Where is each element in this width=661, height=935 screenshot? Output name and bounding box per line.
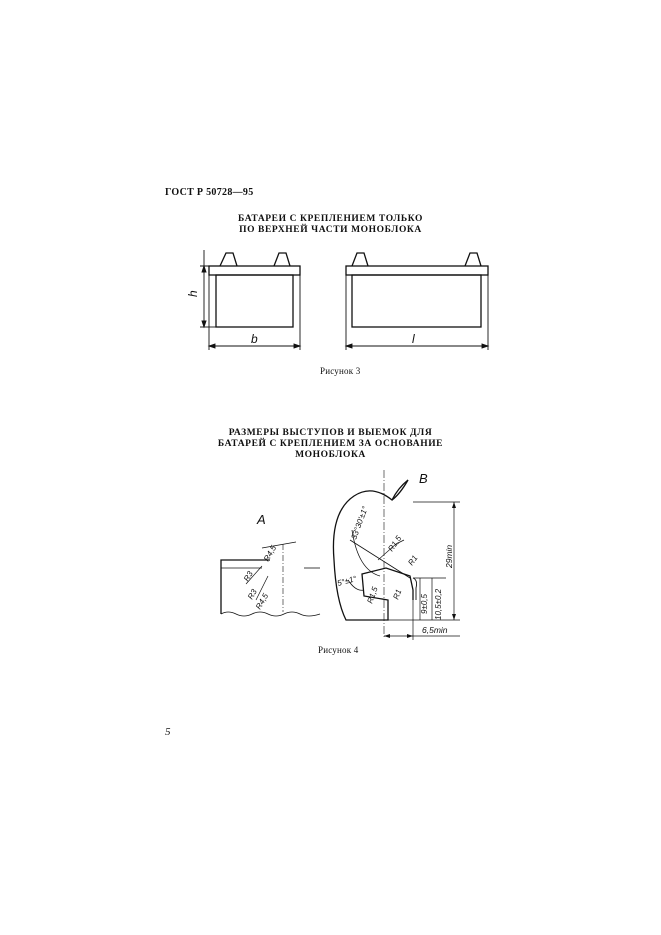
dim-b-29min: 29min (444, 544, 454, 568)
dimension-l (346, 275, 488, 350)
view-b-label: B (419, 471, 428, 486)
figure4-title-line2: БАТАРЕЙ С КРЕПЛЕНИЕМ ЗА ОСНОВАНИЕ (217, 439, 444, 449)
dim-a-r3-top: R3 (241, 569, 255, 583)
dim-b-r15-bottom: R1,5 (365, 585, 380, 605)
dim-a-r45-bottom: R4,5 (253, 591, 271, 611)
dim-a-r45-top: R4,5 (261, 543, 279, 563)
figure3-title-line1: БАТАРЕИ С КРЕПЛЕНИЕМ ТОЛЬКО (237, 214, 424, 224)
battery-front-view (209, 253, 300, 327)
battery-side-view (346, 253, 488, 327)
figure4-title-line1: РАЗМЕРЫ ВЫСТУПОВ И ВЫЕМОК ДЛЯ (228, 428, 433, 438)
figure3-title-line2: ПО ВЕРХНЕЙ ЧАСТИ МОНОБЛОКА (239, 225, 422, 235)
dimension-h (200, 250, 222, 327)
dim-b-r1-top: R1 (406, 553, 420, 568)
dim-b-r15-top: R1,5 (386, 534, 404, 554)
view-a-label: A (257, 512, 266, 527)
dim-b-9: 9±0,5 (420, 594, 429, 614)
figure3-caption: Рисунок 3 (320, 366, 361, 376)
dim-a-r3-bottom: R3 (245, 587, 259, 601)
label-b: b (251, 332, 258, 346)
page-number: 5 (165, 726, 171, 738)
label-l: l (412, 332, 415, 346)
dim-b-angle-small: 5°±1° (336, 574, 358, 588)
dim-b-angle-main: 33°30'±1° (349, 505, 370, 541)
label-h: h (186, 290, 200, 297)
dim-b-r1-bottom: R1 (391, 587, 404, 601)
figure3-drawing (200, 250, 488, 350)
figure4-caption: Рисунок 4 (318, 645, 359, 655)
dim-b-65min: 6,5min (422, 625, 448, 635)
figure4-title-line3: МОНОБЛОКА (295, 450, 366, 460)
dim-b-105: 10,5±0,2 (434, 588, 443, 620)
document-header: ГОСТ Р 50728—95 (165, 187, 254, 198)
